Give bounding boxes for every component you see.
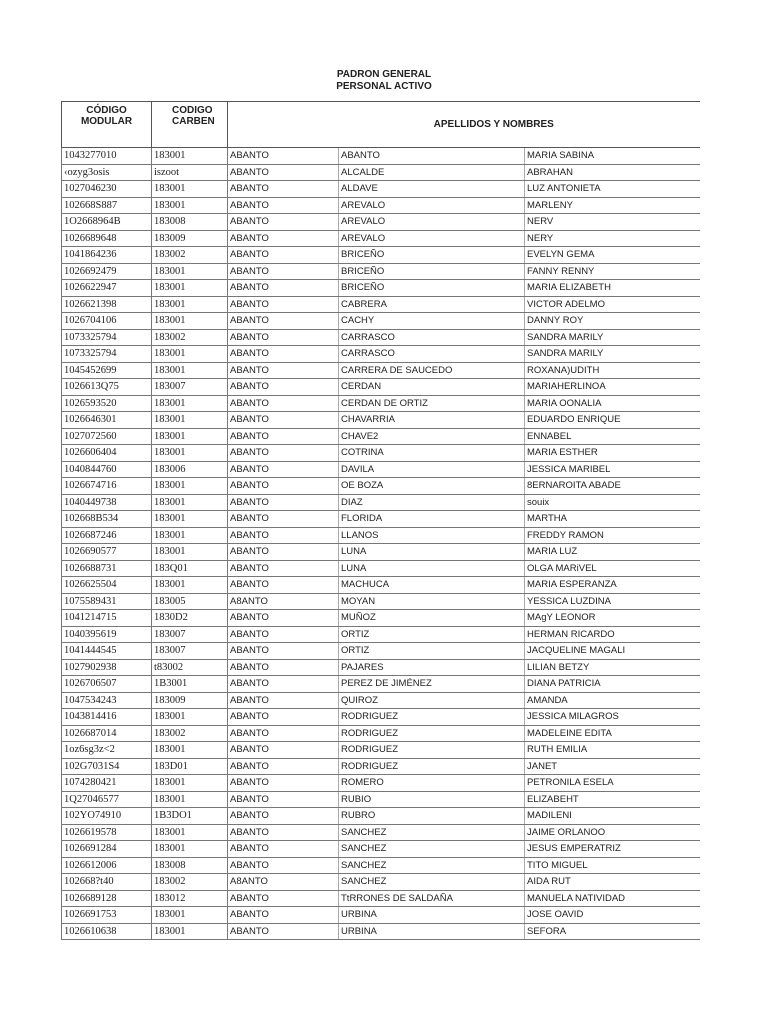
- apellido-materno-cell: CERDAN: [339, 379, 525, 396]
- table-row: [62, 280, 700, 297]
- apellido-materno-cell: CACHY: [339, 313, 525, 330]
- apellido-materno-cell: CARRERA DE SAUCEDO: [339, 362, 525, 379]
- apellido-materno-cell: AREVALO: [339, 214, 525, 231]
- apellido-paterno-cell: A8ANTO: [228, 593, 339, 610]
- codigo-carben-cell: 183Q01: [152, 560, 228, 577]
- nombres-cell: MAgY LEONOR: [525, 610, 700, 627]
- codigo-carben-cell: 183001: [152, 181, 228, 198]
- codigo-modular-cell: 102668B534: [62, 511, 152, 528]
- table-row: [62, 659, 700, 676]
- nombres-cell: MARIA SABINA: [525, 148, 700, 165]
- table-row: [62, 214, 700, 231]
- nombres-cell: JESUS EMPERATRIZ: [525, 841, 700, 858]
- nombres-cell: MARIA OONALIA: [525, 395, 700, 412]
- codigo-modular-cell: 1026687014: [62, 725, 152, 742]
- table-row: [62, 346, 700, 363]
- apellido-materno-cell: FLORIDA: [339, 511, 525, 528]
- nombres-cell: DIANA PATRICIA: [525, 676, 700, 693]
- codigo-carben-cell: 183008: [152, 857, 228, 874]
- apellido-paterno-cell: ABANTO: [228, 197, 339, 214]
- codigo-carben-cell: 183001: [152, 841, 228, 858]
- table-row: [62, 164, 700, 181]
- codigo-carben-cell: iszoot: [152, 164, 228, 181]
- codigo-carben-cell: 183001: [152, 148, 228, 165]
- codigo-modular-cell: 1040844760: [62, 461, 152, 478]
- nombres-cell: MARIA ELIZABETH: [525, 280, 700, 297]
- apellido-paterno-cell: ABANTO: [228, 709, 339, 726]
- nombres-cell: RUTH EMILIA: [525, 742, 700, 759]
- apellido-materno-cell: BRICEÑO: [339, 263, 525, 280]
- table-row: [62, 725, 700, 742]
- apellido-materno-cell: AREVALO: [339, 230, 525, 247]
- nombres-cell: MADILENI: [525, 808, 700, 825]
- codigo-modular-cell: 1026621398: [62, 296, 152, 313]
- codigo-modular-cell: 1026606404: [62, 445, 152, 462]
- codigo-carben-cell: 183001: [152, 527, 228, 544]
- nombres-cell: JAIME ORLANOO: [525, 824, 700, 841]
- codigo-carben-cell: 183006: [152, 461, 228, 478]
- codigo-carben-cell: 183001: [152, 494, 228, 511]
- apellido-paterno-cell: ABANTO: [228, 775, 339, 792]
- apellido-paterno-cell: ABANTO: [228, 610, 339, 627]
- nombres-cell: ABRAHAN: [525, 164, 700, 181]
- nombres-cell: MARTHA: [525, 511, 700, 528]
- codigo-modular-cell: 1041864236: [62, 247, 152, 264]
- table-row: [62, 148, 700, 165]
- apellido-paterno-cell: ABANTO: [228, 148, 339, 165]
- table-row: [62, 857, 700, 874]
- table-row: [62, 544, 700, 561]
- codigo-carben-cell: 183001: [152, 445, 228, 462]
- codigo-modular-cell: 1027072560: [62, 428, 152, 445]
- nombres-cell: VICTOR ADELMO: [525, 296, 700, 313]
- codigo-carben-cell: 183007: [152, 626, 228, 643]
- apellido-materno-cell: LLANOS: [339, 527, 525, 544]
- nombres-cell: ENNABEL: [525, 428, 700, 445]
- apellido-paterno-cell: ABANTO: [228, 544, 339, 561]
- codigo-carben-cell: 183001: [152, 511, 228, 528]
- codigo-carben-cell: 183009: [152, 230, 228, 247]
- table-row: [62, 494, 700, 511]
- apellido-paterno-cell: ABANTO: [228, 725, 339, 742]
- codigo-carben-cell: 183001: [152, 263, 228, 280]
- nombres-cell: MARLENY: [525, 197, 700, 214]
- apellido-materno-cell: MACHUCA: [339, 577, 525, 594]
- nombres-cell: souix: [525, 494, 700, 511]
- codigo-modular-cell: 1026706507: [62, 676, 152, 693]
- apellido-materno-cell: BRICEÑO: [339, 280, 525, 297]
- codigo-modular-cell: 1026622947: [62, 280, 152, 297]
- table-row: [62, 379, 700, 396]
- table-row: [62, 428, 700, 445]
- apellido-materno-cell: URBINA: [339, 907, 525, 924]
- table-row: [62, 230, 700, 247]
- codigo-modular-cell: 1026610638: [62, 923, 152, 940]
- codigo-modular-cell: 1026689648: [62, 230, 152, 247]
- apellido-materno-cell: RODRIGUEZ: [339, 758, 525, 775]
- codigo-modular-cell: 1oz6sg3z<2: [62, 742, 152, 759]
- table-row: [62, 890, 700, 907]
- table-row: [62, 296, 700, 313]
- nombres-cell: FANNY RENNY: [525, 263, 700, 280]
- codigo-modular-cell: 1026593520: [62, 395, 152, 412]
- apellido-materno-cell: MOYAN: [339, 593, 525, 610]
- apellido-paterno-cell: ABANTO: [228, 808, 339, 825]
- codigo-carben-cell: t83002: [152, 659, 228, 676]
- codigo-carben-cell: 183001: [152, 412, 228, 429]
- table-row: [62, 626, 700, 643]
- apellido-materno-cell: BRICEÑO: [339, 247, 525, 264]
- apellido-materno-cell: AREVALO: [339, 197, 525, 214]
- codigo-modular-cell: 102G7031S4: [62, 758, 152, 775]
- table-row: [62, 643, 700, 660]
- apellido-paterno-cell: ABANTO: [228, 181, 339, 198]
- nombres-cell: AMANDA: [525, 692, 700, 709]
- apellido-paterno-cell: ABANTO: [228, 659, 339, 676]
- apellido-paterno-cell: ABANTO: [228, 214, 339, 231]
- apellido-materno-cell: RODRIGUEZ: [339, 742, 525, 759]
- apellido-paterno-cell: ABANTO: [228, 824, 339, 841]
- nombres-cell: SANDRA MARILY: [525, 346, 700, 363]
- codigo-modular-cell: 1074280421: [62, 775, 152, 792]
- nombres-cell: YESSICA LUZDINA: [525, 593, 700, 610]
- codigo-carben-cell: 183001: [152, 395, 228, 412]
- codigo-modular-cell: 1026619578: [62, 824, 152, 841]
- table-row: [62, 362, 700, 379]
- apellido-materno-cell: CARRASCO: [339, 329, 525, 346]
- codigo-modular-cell: 1026625504: [62, 577, 152, 594]
- nombres-cell: MARIA LUZ: [525, 544, 700, 561]
- table-row: [62, 478, 700, 495]
- table-row: [62, 692, 700, 709]
- codigo-modular-cell: 1075589431: [62, 593, 152, 610]
- apellido-materno-cell: CHAVARRIA: [339, 412, 525, 429]
- codigo-carben-cell: 183001: [152, 544, 228, 561]
- nombres-cell: SEFORA: [525, 923, 700, 940]
- codigo-carben-cell: 183002: [152, 329, 228, 346]
- codigo-carben-cell: 183008: [152, 214, 228, 231]
- codigo-carben-cell: 183001: [152, 280, 228, 297]
- codigo-carben-cell: 183001: [152, 428, 228, 445]
- apellido-paterno-cell: ABANTO: [228, 890, 339, 907]
- nombres-cell: LILIAN BETZY: [525, 659, 700, 676]
- apellido-materno-cell: TtRRONES DE SALDAÑA: [339, 890, 525, 907]
- codigo-modular-cell: 1026689128: [62, 890, 152, 907]
- codigo-modular-cell: 1027902938: [62, 659, 152, 676]
- table-header: [62, 102, 700, 148]
- codigo-modular-cell: 1026690577: [62, 544, 152, 561]
- codigo-carben-cell: 183001: [152, 346, 228, 363]
- table-row: [62, 445, 700, 462]
- apellido-paterno-cell: ABANTO: [228, 511, 339, 528]
- apellido-materno-cell: CARRASCO: [339, 346, 525, 363]
- codigo-carben-cell: 183001: [152, 197, 228, 214]
- codigo-carben-cell: 183001: [152, 709, 228, 726]
- apellido-paterno-cell: ABANTO: [228, 560, 339, 577]
- table-row: [62, 874, 700, 891]
- codigo-carben-cell: 1B3001: [152, 676, 228, 693]
- codigo-modular-cell: 102YO74910: [62, 808, 152, 825]
- apellido-paterno-cell: ABANTO: [228, 643, 339, 660]
- codigo-carben-cell: 183001: [152, 362, 228, 379]
- nombres-cell: TITO MIGUEL: [525, 857, 700, 874]
- nombres-cell: AIDA RUT: [525, 874, 700, 891]
- header-codigo-carben: CODIGO CARBEN: [152, 102, 228, 148]
- nombres-cell: MARIAHERLINOA: [525, 379, 700, 396]
- apellido-paterno-cell: ABANTO: [228, 527, 339, 544]
- apellido-materno-cell: RUBRO: [339, 808, 525, 825]
- apellido-paterno-cell: ABANTO: [228, 626, 339, 643]
- nombres-cell: MADELEINE EDITA: [525, 725, 700, 742]
- apellido-paterno-cell: ABANTO: [228, 230, 339, 247]
- apellido-materno-cell: SANCHEZ: [339, 824, 525, 841]
- codigo-carben-cell: 183001: [152, 313, 228, 330]
- nombres-cell: NERV: [525, 214, 700, 231]
- codigo-modular-cell: 1027046230: [62, 181, 152, 198]
- codigo-carben-cell: 183002: [152, 725, 228, 742]
- nombres-cell: OLGA MARiVEL: [525, 560, 700, 577]
- codigo-modular-cell: 1026612006: [62, 857, 152, 874]
- apellido-materno-cell: PEREZ DE JIMÉNEZ: [339, 676, 525, 693]
- table-row: [62, 560, 700, 577]
- nombres-cell: HERMAN RICARDO: [525, 626, 700, 643]
- apellido-paterno-cell: ABANTO: [228, 247, 339, 264]
- apellido-materno-cell: RUBIO: [339, 791, 525, 808]
- table-row: [62, 197, 700, 214]
- codigo-modular-cell: 1026674716: [62, 478, 152, 495]
- apellido-materno-cell: SANCHEZ: [339, 857, 525, 874]
- apellido-materno-cell: RODRIGUEZ: [339, 725, 525, 742]
- table-row: [62, 263, 700, 280]
- codigo-carben-cell: 183001: [152, 923, 228, 940]
- table-row: [62, 461, 700, 478]
- codigo-carben-cell: 183001: [152, 478, 228, 495]
- table-row: [62, 775, 700, 792]
- codigo-modular-cell: 1026691753: [62, 907, 152, 924]
- nombres-cell: PETRONILA ESELA: [525, 775, 700, 792]
- codigo-modular-cell: ‹ozyg3osis: [62, 164, 152, 181]
- table-row: [62, 593, 700, 610]
- apellido-paterno-cell: ABANTO: [228, 478, 339, 495]
- apellido-materno-cell: CHAVE2: [339, 428, 525, 445]
- codigo-modular-cell: 1026613Q75: [62, 379, 152, 396]
- table-row: [62, 758, 700, 775]
- codigo-modular-cell: 1045452699: [62, 362, 152, 379]
- apellido-materno-cell: SANCHEZ: [339, 874, 525, 891]
- codigo-carben-cell: 183001: [152, 791, 228, 808]
- apellido-materno-cell: CERDAN DE ORTIZ: [339, 395, 525, 412]
- apellido-paterno-cell: ABANTO: [228, 692, 339, 709]
- apellido-materno-cell: CABRERA: [339, 296, 525, 313]
- codigo-carben-cell: 183009: [152, 692, 228, 709]
- apellido-paterno-cell: ABANTO: [228, 445, 339, 462]
- apellido-materno-cell: URBINA: [339, 923, 525, 940]
- table-row: [62, 395, 700, 412]
- codigo-modular-cell: 1026691284: [62, 841, 152, 858]
- codigo-modular-cell: 1043277010: [62, 148, 152, 165]
- table-body: [62, 148, 700, 940]
- nombres-cell: EVELYN GEMA: [525, 247, 700, 264]
- apellido-paterno-cell: ABANTO: [228, 791, 339, 808]
- nombres-cell: LUZ ANTONIETA: [525, 181, 700, 198]
- apellido-paterno-cell: ABANTO: [228, 676, 339, 693]
- apellido-materno-cell: LUNA: [339, 544, 525, 561]
- table-row: [62, 841, 700, 858]
- apellido-materno-cell: COTRINA: [339, 445, 525, 462]
- codigo-modular-cell: 1026704106: [62, 313, 152, 330]
- header-apellidos-nombres: APELLIDOS Y NOMBRES: [228, 102, 700, 148]
- codigo-modular-cell: 1073325794: [62, 329, 152, 346]
- codigo-modular-cell: 1043814416: [62, 709, 152, 726]
- codigo-modular-cell: 1073325794: [62, 346, 152, 363]
- apellido-paterno-cell: ABANTO: [228, 841, 339, 858]
- table-row: [62, 742, 700, 759]
- codigo-carben-cell: 183007: [152, 643, 228, 660]
- nombres-cell: JESSICA MILAGROS: [525, 709, 700, 726]
- codigo-carben-cell: 183002: [152, 247, 228, 264]
- nombres-cell: ROXANA)UDITH: [525, 362, 700, 379]
- apellido-paterno-cell: ABANTO: [228, 263, 339, 280]
- table-row: [62, 329, 700, 346]
- nombres-cell: DANNY ROY: [525, 313, 700, 330]
- nombres-cell: FREDDY RAMON: [525, 527, 700, 544]
- table-row: [62, 412, 700, 429]
- apellido-materno-cell: OE BOZA: [339, 478, 525, 495]
- codigo-carben-cell: 1B3DO1: [152, 808, 228, 825]
- apellido-materno-cell: ALDAVE: [339, 181, 525, 198]
- nombres-cell: JACQUELINE MAGALI: [525, 643, 700, 660]
- codigo-carben-cell: 1830D2: [152, 610, 228, 627]
- apellido-materno-cell: ORTIZ: [339, 626, 525, 643]
- codigo-carben-cell: 183012: [152, 890, 228, 907]
- table-row: [62, 824, 700, 841]
- codigo-carben-cell: 183001: [152, 296, 228, 313]
- codigo-carben-cell: 183007: [152, 379, 228, 396]
- apellido-paterno-cell: ABANTO: [228, 296, 339, 313]
- apellido-materno-cell: QUIROZ: [339, 692, 525, 709]
- nombres-cell: ELIZABEHT: [525, 791, 700, 808]
- apellido-paterno-cell: ABANTO: [228, 428, 339, 445]
- apellido-paterno-cell: ABANTO: [228, 742, 339, 759]
- apellido-paterno-cell: A8ANTO: [228, 874, 339, 891]
- apellido-materno-cell: ORTIZ: [339, 643, 525, 660]
- codigo-modular-cell: 1Q27046577: [62, 791, 152, 808]
- nombres-cell: JOSE OAVID: [525, 907, 700, 924]
- apellido-paterno-cell: ABANTO: [228, 857, 339, 874]
- codigo-carben-cell: 183001: [152, 775, 228, 792]
- apellido-paterno-cell: ABANTO: [228, 577, 339, 594]
- nombres-cell: MARIA ESTHER: [525, 445, 700, 462]
- codigo-modular-cell: 102668?t40: [62, 874, 152, 891]
- apellido-materno-cell: RODRIGUEZ: [339, 709, 525, 726]
- codigo-carben-cell: 183001: [152, 742, 228, 759]
- apellido-materno-cell: DIAZ: [339, 494, 525, 511]
- table-row: [62, 313, 700, 330]
- codigo-carben-cell: 183005: [152, 593, 228, 610]
- table-row: [62, 676, 700, 693]
- apellido-materno-cell: ALCALDE: [339, 164, 525, 181]
- apellido-materno-cell: LUNA: [339, 560, 525, 577]
- table-row: [62, 527, 700, 544]
- codigo-modular-cell: 1040395619: [62, 626, 152, 643]
- apellido-paterno-cell: ABANTO: [228, 346, 339, 363]
- codigo-carben-cell: 183001: [152, 907, 228, 924]
- table-row: [62, 181, 700, 198]
- codigo-modular-cell: 1026692479: [62, 263, 152, 280]
- apellido-paterno-cell: ABANTO: [228, 395, 339, 412]
- header-codigo-modular: CÓDIGO MODULAR: [62, 102, 152, 148]
- codigo-modular-cell: 1041214715: [62, 610, 152, 627]
- apellido-materno-cell: ROMERO: [339, 775, 525, 792]
- codigo-carben-cell: 183001: [152, 577, 228, 594]
- codigo-modular-cell: 102668S887: [62, 197, 152, 214]
- codigo-modular-cell: 1047534243: [62, 692, 152, 709]
- table-row: [62, 247, 700, 264]
- apellido-materno-cell: DAVILA: [339, 461, 525, 478]
- document-title: PADRON GENERAL: [336, 69, 432, 80]
- codigo-modular-cell: 1041444545: [62, 643, 152, 660]
- table-row: [62, 923, 700, 940]
- apellido-paterno-cell: ABANTO: [228, 313, 339, 330]
- table-row: [62, 709, 700, 726]
- apellido-materno-cell: PAJARES: [339, 659, 525, 676]
- apellido-paterno-cell: ABANTO: [228, 461, 339, 478]
- apellido-paterno-cell: ABANTO: [228, 907, 339, 924]
- table-row: [62, 808, 700, 825]
- apellido-paterno-cell: ABANTO: [228, 494, 339, 511]
- table-row: [62, 791, 700, 808]
- codigo-modular-cell: 1040449738: [62, 494, 152, 511]
- nombres-cell: MARIA ESPERANZA: [525, 577, 700, 594]
- codigo-carben-cell: 183001: [152, 824, 228, 841]
- codigo-modular-cell: 1026646301: [62, 412, 152, 429]
- apellido-materno-cell: ABANTO: [339, 148, 525, 165]
- nombres-cell: MANUELA NATIVIDAD: [525, 890, 700, 907]
- apellido-paterno-cell: ABANTO: [228, 412, 339, 429]
- padron-table: [61, 101, 700, 940]
- table-row: [62, 511, 700, 528]
- nombres-cell: EDUARDO ENRIQUE: [525, 412, 700, 429]
- codigo-modular-cell: 1026687246: [62, 527, 152, 544]
- nombres-cell: 8ERNAROITA ABADE: [525, 478, 700, 495]
- table-row: [62, 610, 700, 627]
- codigo-modular-cell: 1O2668964B: [62, 214, 152, 231]
- nombres-cell: JESSICA MARIBEL: [525, 461, 700, 478]
- nombres-cell: SANDRA MARILY: [525, 329, 700, 346]
- apellido-materno-cell: SANCHEZ: [339, 841, 525, 858]
- table-row: [62, 907, 700, 924]
- codigo-carben-cell: 183002: [152, 874, 228, 891]
- apellido-paterno-cell: ABANTO: [228, 362, 339, 379]
- nombres-cell: NERY: [525, 230, 700, 247]
- apellido-paterno-cell: ABANTO: [228, 379, 339, 396]
- document-heading: [0, 69, 768, 93]
- codigo-modular-cell: 1026688731: [62, 560, 152, 577]
- apellido-paterno-cell: ABANTO: [228, 164, 339, 181]
- nombres-cell: JANET: [525, 758, 700, 775]
- document-subtitle: PERSONAL ACTIVO: [336, 81, 432, 92]
- apellido-paterno-cell: ABANTO: [228, 923, 339, 940]
- codigo-carben-cell: 183D01: [152, 758, 228, 775]
- apellido-paterno-cell: ABANTO: [228, 758, 339, 775]
- apellido-paterno-cell: ABANTO: [228, 329, 339, 346]
- table-row: [62, 577, 700, 594]
- apellido-paterno-cell: ABANTO: [228, 280, 339, 297]
- apellido-materno-cell: MUÑOZ: [339, 610, 525, 627]
